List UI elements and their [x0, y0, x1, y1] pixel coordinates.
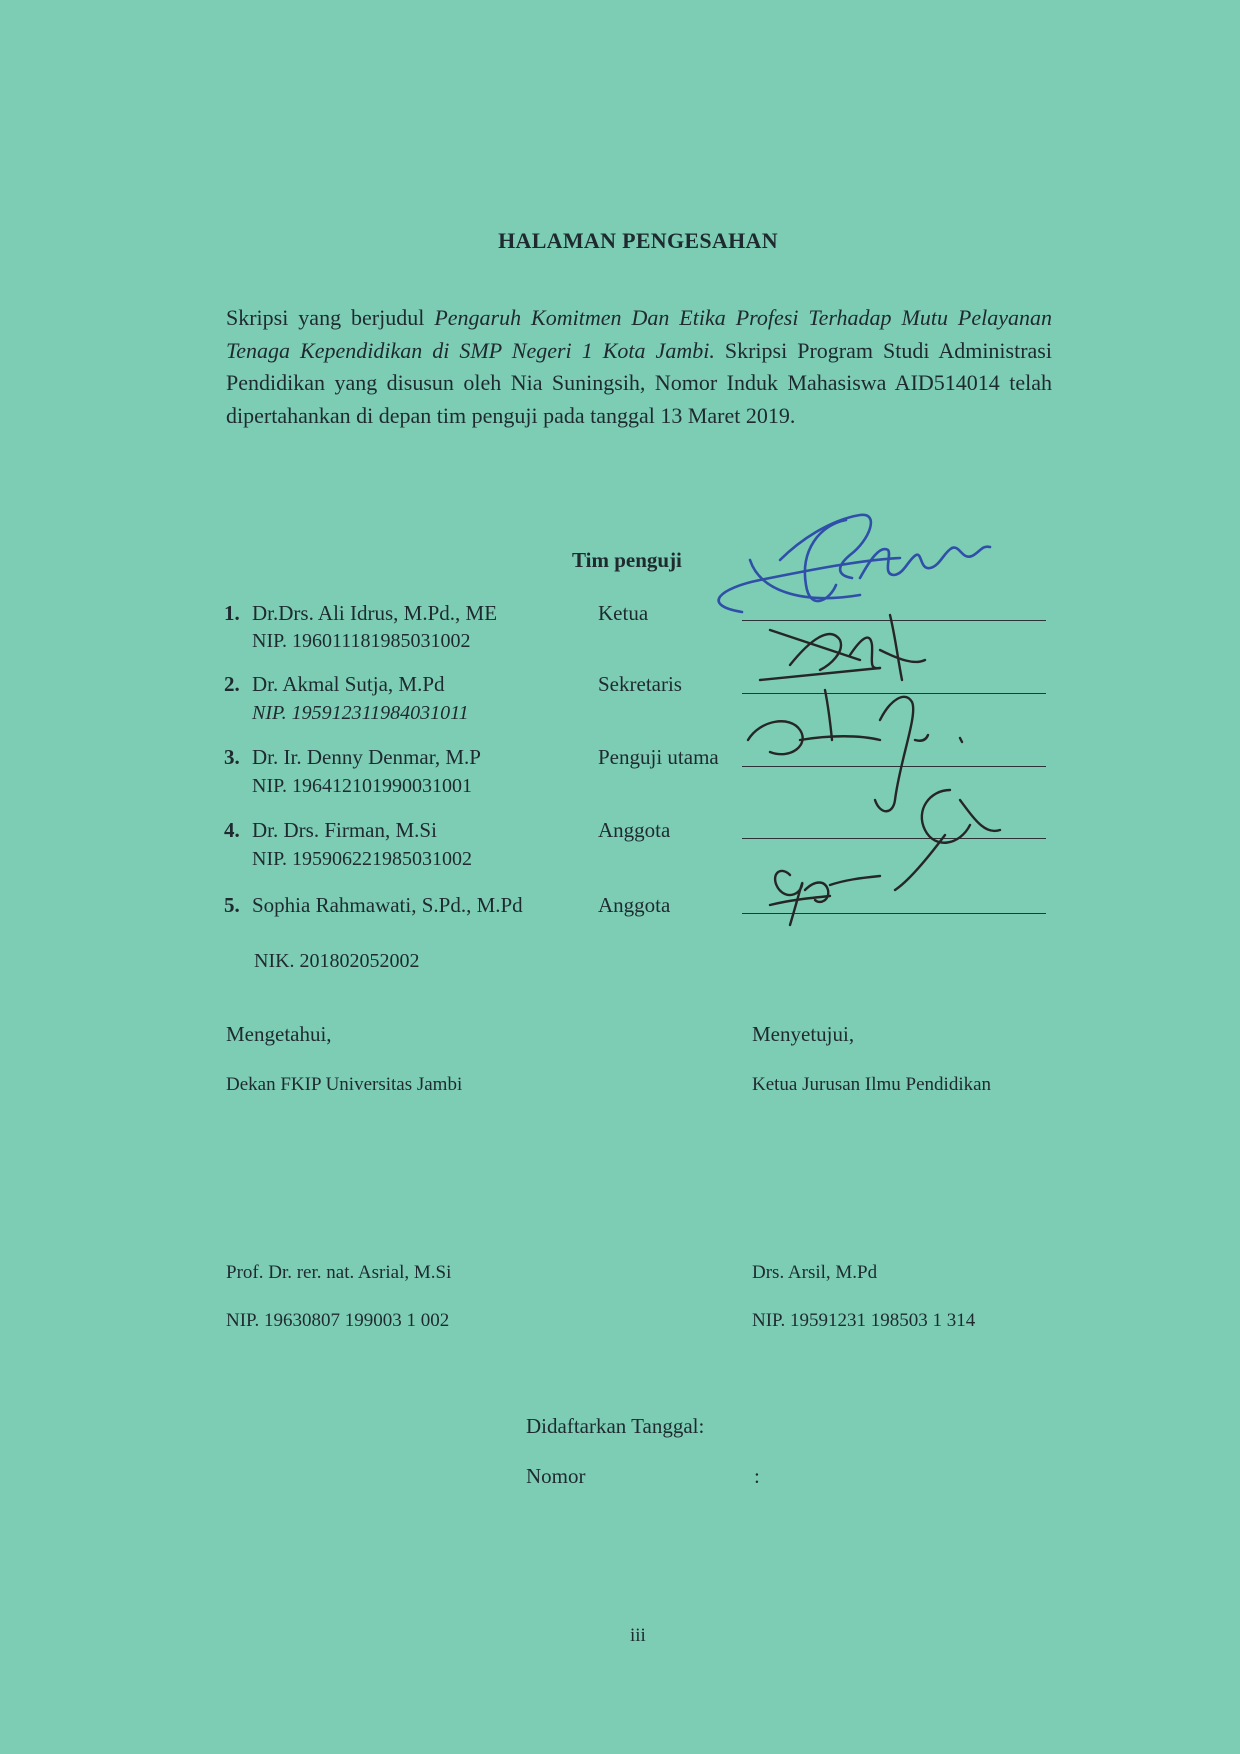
paragraph-rest: Skripsi Program Studi Administrasi Pendidikan yang disusun oleh Nia Suningsih, Nomor Induk Mahasiswa AID514014 telah dipertahankan di depan tim penguji pada tanggal 13 Maret 2019.: [226, 337, 1052, 428]
head-id: NIP. 19591231 198503 1 314: [752, 1310, 976, 1331]
member-name: 5. Sophia Rahmawati, S.Pd., M.Pd: [224, 893, 523, 917]
signature-secretary: [760, 615, 925, 680]
committee-heading: Tim penguji: [572, 548, 682, 572]
member-name: 4. Dr. Drs. Firman, M.Si: [224, 818, 437, 842]
member-id: NIK. 201802052002: [254, 950, 420, 972]
approve-label: Menyetujui,: [752, 1022, 855, 1046]
member-id: NIP. 195906221985031002: [252, 848, 473, 870]
head-name: Drs. Arsil, M.Pd: [752, 1262, 878, 1283]
member-number: 4.: [224, 818, 240, 842]
head-position: Ketua Jurusan Ilmu Pendidikan: [752, 1074, 992, 1095]
registration-number-colon: :: [754, 1464, 760, 1488]
member-role: Penguji utama: [598, 745, 719, 769]
page-number: iii: [630, 1625, 646, 1646]
signature-main-examiner: [748, 690, 962, 811]
registration-date-label: Didaftarkan Tanggal:: [526, 1414, 705, 1438]
member-number: 3.: [224, 745, 240, 769]
member-number: 1.: [224, 601, 240, 625]
member-number: 5.: [224, 893, 240, 917]
signature-member-4: [895, 790, 1000, 890]
member-role: Ketua: [598, 601, 649, 625]
member-name: 1. Dr.Drs. Ali Idrus, M.Pd., ME: [224, 601, 498, 625]
signature-chair: [719, 515, 990, 612]
member-role: Sekretaris: [598, 672, 682, 696]
page-title: HALAMAN PENGESAHAN: [498, 228, 778, 253]
dean-position: Dekan FKIP Universitas Jambi: [226, 1074, 463, 1095]
paragraph-intro: Skripsi yang berjudul: [226, 305, 435, 330]
member-role: Anggota: [598, 818, 671, 842]
member-name: 3. Dr. Ir. Denny Denmar, M.P: [224, 745, 481, 769]
member-number: 2.: [224, 672, 240, 696]
dean-name: Prof. Dr. rer. nat. Asrial, M.Si: [226, 1262, 452, 1283]
thesis-title: Pengaruh Komitmen Dan Etika Profesi Terhadap Mutu Pelayanan Tenaga Kependidikan di SMP Negeri 1 Kota Jambi.: [226, 305, 1052, 363]
member-id: NIP. 196412101990031001: [252, 775, 473, 797]
acknowledge-label: Mengetahui,: [226, 1022, 332, 1046]
registration-number-label: Nomor: [526, 1464, 586, 1488]
member-id: NIP. 195912311984031011: [252, 702, 469, 724]
member-name: 2. Dr. Akmal Sutja, M.Pd: [224, 672, 445, 696]
member-role: Anggota: [598, 893, 671, 917]
signature-member-5: [770, 871, 880, 925]
member-id: NIP. 196011181985031002: [252, 630, 471, 652]
dean-id: NIP. 19630807 199003 1 002: [226, 1310, 450, 1331]
